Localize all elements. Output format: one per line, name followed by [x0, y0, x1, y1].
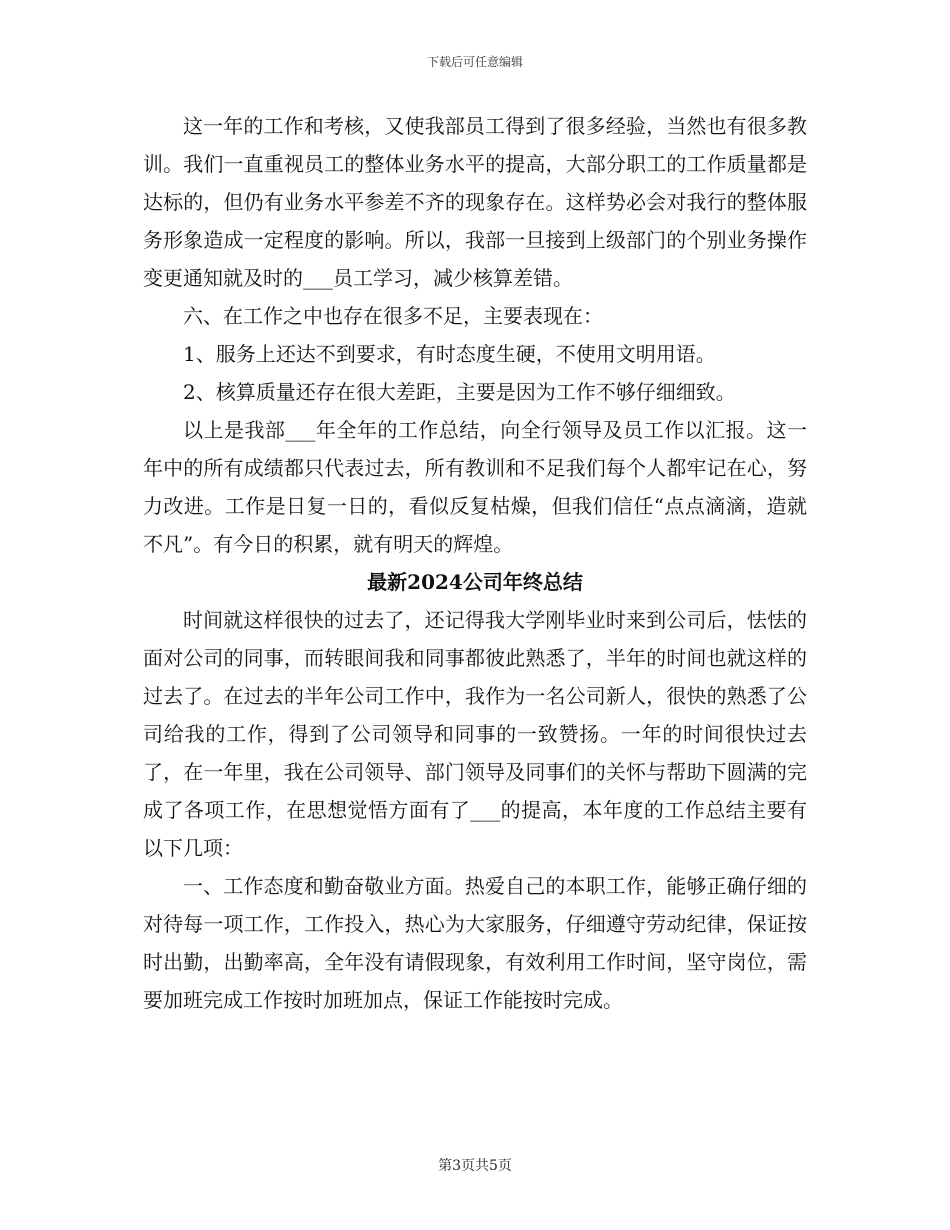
paragraph-1: 这一年的工作和考核，又使我部员工得到了很多经验，当然也有很多教训。我们一直重视员工的整体业务水平的提高，大部分职工的工作质量都是达标的，但仍有业务水平参差不齐的现象存在。这样势必会对我行的整体服务形象造成一定程度的影响。所以，我部一旦接到上级部门的个别业务操作变更通知就及时的___员工学习，减少核算差错。 — [143, 114, 807, 290]
section-paragraph-2: 一、工作态度和勤奋敬业方面。热爱自己的本职工作，能够正确仔细的对待每一项工作，工作投入，热心为大家服务，仔细遵守劳动纪律，保证按时出勤，出勤率高，全年没有请假现象，有效利用工作时间，坚守岗位，需要加班完成工作按时加班加点，保证工作能按时完成。 — [143, 874, 807, 1012]
page-number-footer: 第3页共5页 — [438, 1158, 512, 1174]
page-header: 下载后可任意编辑 — [426, 55, 523, 69]
paragraph-4: 2、核算质量还存在很大差距，主要是因为工作不够仔细细致。 — [183, 380, 736, 404]
paragraph-2: 六、在工作之中也存在很多不足，主要表现在： — [183, 304, 603, 328]
section-title: 最新2024公司年终总结 — [367, 570, 583, 594]
section-paragraph-1: 时间就这样很快的过去了，还记得我大学刚毕业时来到公司后，怯怯的面对公司的同事，而转眼间我和同事都彼此熟悉了，半年的时间也就这样的过去了。在过去的半年公司工作中，我作为一名公司新人，很快的熟悉了公司给我的工作，得到了公司领导和同事的一致赞扬。一年的时间很快过去了，在一年里，我在公司领导、部门领导及同事们的关怀与帮助下圆满的完成了各项工作，在思想觉悟方面有了___的提高，本年度的工作总结主要有以下几项： — [143, 608, 807, 860]
document-body — [143, 107, 807, 1019]
paragraph-5: 以上是我部___年全年的工作总结，向全行领导及员工作以汇报。这一年中的所有成绩都只代表过去，所有教训和不足我们每个人都牢记在心，努力改进。工作是日复一日的，看似反复枯燥，但我们信任“点点滴滴，造就不凡”。有今日的积累，就有明天的辉煌。 — [143, 418, 807, 556]
paragraph-3: 1、服务上还达不到要求，有时态度生硬，不使用文明用语。 — [183, 342, 716, 366]
